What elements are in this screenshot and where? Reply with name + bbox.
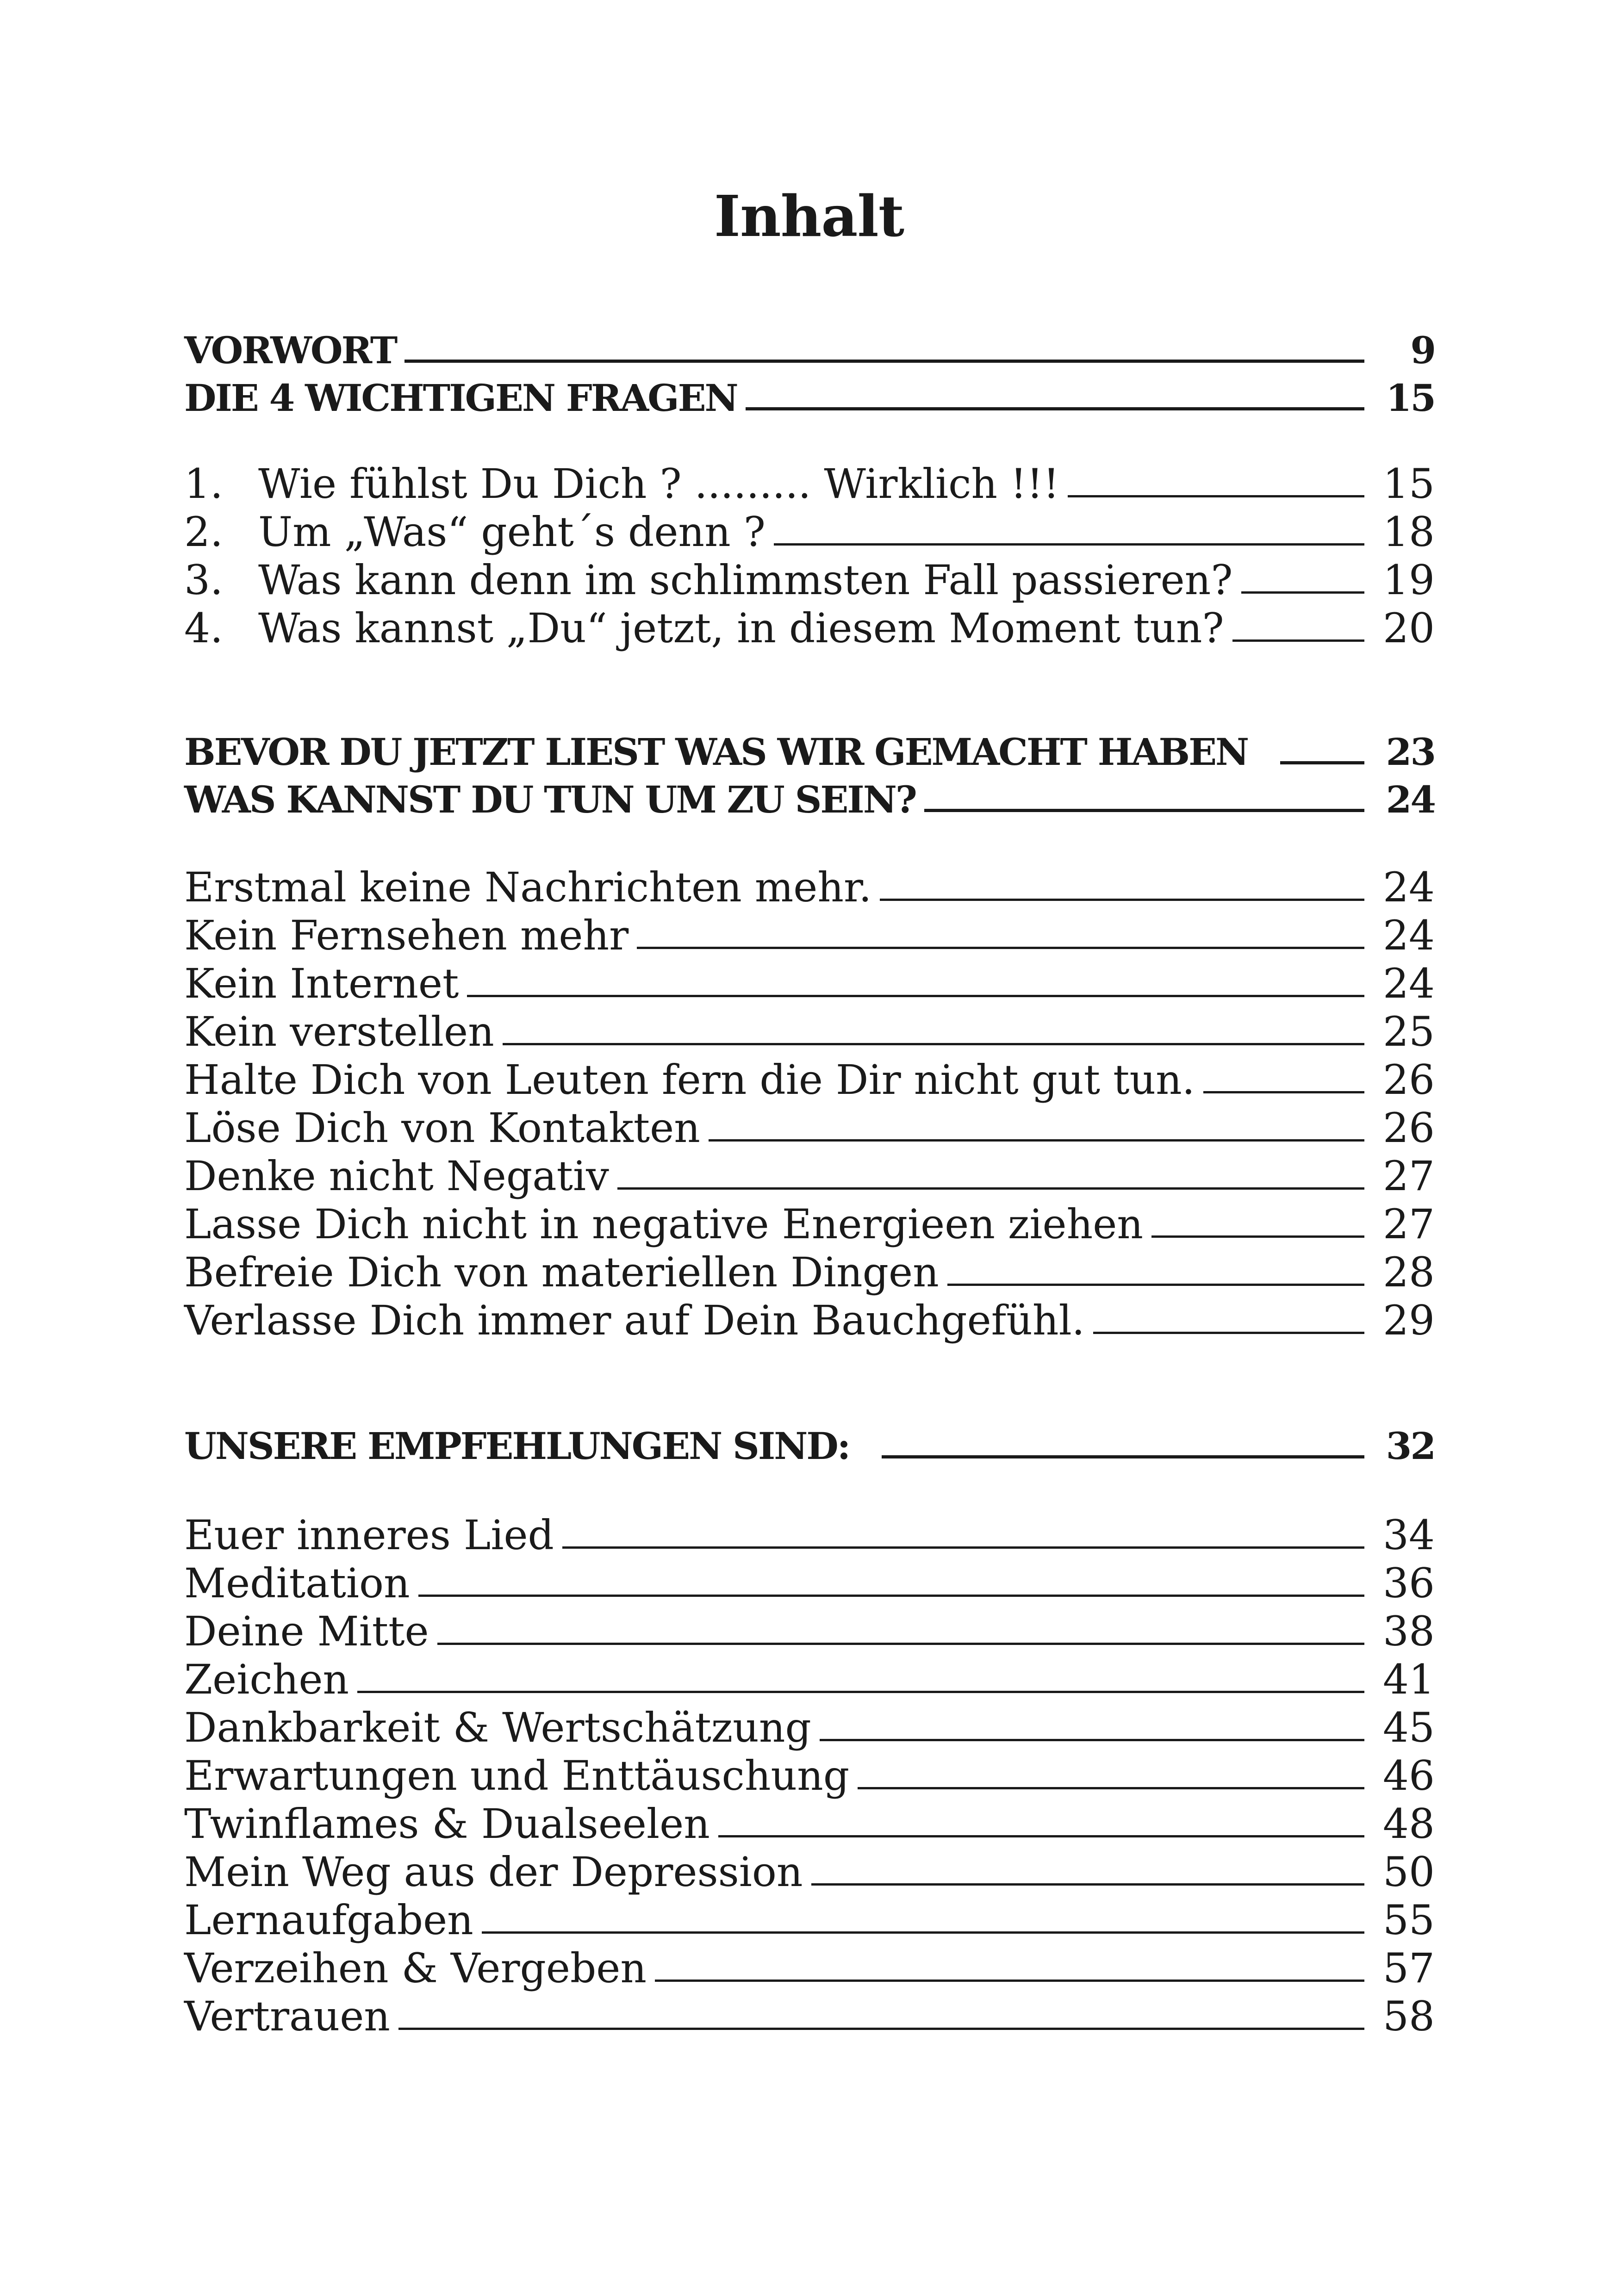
toc-page-number: 34	[1383, 1511, 1435, 1559]
toc-step-7[interactable]	[184, 1152, 1435, 1200]
toc-leader-line	[924, 809, 1364, 812]
toc-entry-label: Erwartungen und Enttäuschung	[184, 1752, 850, 1800]
toc-step-9[interactable]	[184, 1248, 1435, 1296]
toc-leader-line	[482, 1931, 1364, 1934]
toc-entry-label: Vertrauen	[184, 1992, 390, 2040]
toc-leader-line	[1280, 761, 1364, 764]
toc-recommendation-9[interactable]	[184, 1896, 1435, 1944]
toc-leader-line	[398, 2028, 1364, 2030]
toc-leader-line	[820, 1739, 1364, 1741]
toc-entry-label	[184, 460, 1059, 508]
toc-recommendation-3[interactable]	[184, 1607, 1435, 1655]
toc-entry-number: 1.	[184, 460, 223, 508]
toc-heading-vorwort[interactable]	[184, 324, 1435, 372]
toc-page-number: 20	[1383, 604, 1435, 652]
toc-leader-line	[357, 1691, 1364, 1693]
toc-leader-line	[774, 543, 1364, 546]
toc-recommendation-8[interactable]	[184, 1848, 1435, 1896]
toc-page-number: 18	[1383, 508, 1435, 556]
toc-leader-line	[467, 995, 1364, 997]
toc-entry-label: Mein Weg aus der Depression	[184, 1848, 803, 1896]
toc-step-5[interactable]	[184, 1055, 1435, 1104]
toc-entry-label: Halte Dich von Leuten fern die Dir nicht gut tun.	[184, 1056, 1195, 1104]
toc-entry-label: Dankbarkeit & Wertschätzung	[184, 1704, 811, 1751]
toc-question-3[interactable]	[184, 556, 1435, 604]
toc-step-1[interactable]	[184, 863, 1435, 911]
toc-page-number: 24	[1383, 960, 1435, 1007]
toc-recommendation-7[interactable]	[184, 1800, 1435, 1848]
toc-entry-text: Was kannst „Du“ jetzt, in diesem Moment tun?	[258, 604, 1224, 652]
toc-entry-label: Deine Mitte	[184, 1607, 429, 1655]
toc-page-number: 41	[1383, 1656, 1435, 1703]
toc-page-number: 38	[1383, 1607, 1435, 1655]
toc-page-number: 26	[1383, 1056, 1435, 1104]
toc-leader-line	[709, 1139, 1364, 1142]
toc-entry-label: Lasse Dich nicht in negative Energieen ziehen	[184, 1200, 1143, 1248]
toc-leader-line	[1203, 1091, 1364, 1093]
toc-page-number: 15	[1383, 460, 1435, 508]
toc-recommendation-10[interactable]	[184, 1944, 1435, 1992]
toc-entry-text: Um „Was“ geht´s denn ?	[258, 508, 765, 556]
toc-page-number: 9	[1410, 329, 1435, 372]
toc-recommendation-5[interactable]	[184, 1703, 1435, 1751]
toc-page-number: 23	[1386, 730, 1435, 774]
toc-page-number: 45	[1383, 1704, 1435, 1751]
toc-leader-line	[947, 1284, 1364, 1286]
toc-page-number: 19	[1383, 556, 1435, 604]
toc-page-number: 55	[1383, 1896, 1435, 1944]
toc-leader-line	[1068, 495, 1364, 497]
toc-entry-label	[184, 508, 765, 556]
toc-page-number: 57	[1383, 1944, 1435, 1992]
toc-page-number: 50	[1383, 1848, 1435, 1896]
toc-heading-was-kannst-du-tun[interactable]	[184, 773, 1435, 821]
toc-heading-label: BEVOR DU JETZT LIEST WAS WIR GEMACHT HABEN	[184, 730, 1248, 774]
toc-recommendation-4[interactable]	[184, 1655, 1435, 1703]
toc-leader-line	[880, 899, 1364, 901]
toc-page-number: 24	[1386, 778, 1435, 821]
toc-step-8[interactable]	[184, 1200, 1435, 1248]
toc-entry-number: 2.	[184, 508, 223, 556]
toc-leader-line	[404, 360, 1364, 363]
toc-leader-line	[718, 1835, 1364, 1837]
toc-page-number: 15	[1386, 376, 1435, 420]
toc-step-4[interactable]	[184, 1007, 1435, 1055]
toc-entry-label: Denke nicht Negativ	[184, 1152, 609, 1200]
toc-recommendation-2[interactable]	[184, 1559, 1435, 1607]
toc-entry-label: Befreie Dich von materiellen Dingen	[184, 1248, 939, 1296]
toc-heading-die-4-wichtigen-fragen[interactable]	[184, 372, 1435, 420]
toc-entry-label	[184, 604, 1224, 652]
toc-page-number: 46	[1383, 1752, 1435, 1800]
toc-page-number: 26	[1383, 1104, 1435, 1152]
toc-page-number: 25	[1383, 1008, 1435, 1055]
toc-entry-label: Zeichen	[184, 1656, 349, 1703]
toc-entry-label: Verzeihen & Vergeben	[184, 1944, 647, 1992]
toc-recommendation-11[interactable]	[184, 1992, 1435, 2040]
toc-question-4[interactable]	[184, 604, 1435, 652]
toc-entry-number: 4.	[184, 604, 223, 652]
toc-page-number: 27	[1383, 1200, 1435, 1248]
toc-page-number: 28	[1383, 1248, 1435, 1296]
toc-leader-line	[858, 1787, 1364, 1789]
toc-leader-line	[617, 1187, 1364, 1190]
toc-page-number: 24	[1383, 863, 1435, 911]
toc-heading-label: WAS KANNST DU TUN UM ZU SEIN?	[184, 778, 916, 821]
toc-leader-line	[811, 1883, 1364, 1886]
toc-leader-line	[882, 1455, 1364, 1458]
toc-entry-label: Kein Fernsehen mehr	[184, 912, 629, 959]
toc-leader-line	[1093, 1332, 1364, 1334]
toc-page-number: 48	[1383, 1800, 1435, 1848]
toc-entry-label: Verlasse Dich immer auf Dein Bauchgefühl.	[184, 1297, 1085, 1344]
toc-leader-line	[418, 1595, 1364, 1597]
toc-entry-label: Meditation	[184, 1559, 410, 1607]
toc-leader-line	[503, 1043, 1364, 1045]
toc-entry-label: Kein verstellen	[184, 1008, 494, 1055]
toc-heading-label: DIE 4 WICHTIGEN FRAGEN	[184, 376, 737, 420]
toc-page-number: 29	[1383, 1297, 1435, 1344]
toc-recommendation-6[interactable]	[184, 1751, 1435, 1800]
toc-leader-line	[1151, 1235, 1364, 1238]
toc-heading-label: VORWORT	[184, 329, 397, 372]
toc-page-number: 32	[1386, 1424, 1435, 1468]
toc-entry-text: Wie fühlst Du Dich ? ......... Wirklich !!!	[258, 460, 1060, 508]
toc-leader-line	[637, 947, 1364, 949]
toc-page-number: 58	[1383, 1992, 1435, 2040]
toc-question-2[interactable]	[184, 508, 1435, 556]
page-title: Inhalt	[714, 183, 904, 249]
toc-step-10[interactable]	[184, 1296, 1435, 1344]
toc-leader-line	[437, 1643, 1364, 1645]
toc-entry-text: Was kann denn im schlimmsten Fall passieren?	[258, 556, 1233, 604]
toc-entry-number: 3.	[184, 556, 223, 604]
toc-leader-line	[746, 407, 1364, 410]
toc-step-2[interactable]	[184, 911, 1435, 959]
toc-leader-line	[655, 1980, 1364, 1982]
toc-page-number: 27	[1383, 1152, 1435, 1200]
toc-leader-line	[562, 1546, 1364, 1549]
toc-page-number: 24	[1383, 912, 1435, 959]
toc-entry-label: Erstmal keine Nachrichten mehr.	[184, 863, 872, 911]
toc-entry-label: Lernaufgaben	[184, 1896, 473, 1944]
toc-leader-line	[1232, 639, 1364, 642]
toc-heading-bevor-du-jetzt-liest[interactable]	[184, 726, 1435, 774]
toc-leader-line	[1241, 591, 1364, 594]
toc-entry-label	[184, 556, 1233, 604]
toc-entry-label: Twinflames & Dualseelen	[184, 1800, 710, 1848]
toc-entry-label: Euer inneres Lied	[184, 1511, 554, 1559]
toc-step-3[interactable]	[184, 959, 1435, 1007]
toc-recommendation-1[interactable]	[184, 1511, 1435, 1559]
toc-entry-label: Kein Internet	[184, 960, 459, 1007]
toc-entry-label: Löse Dich von Kontakten	[184, 1104, 700, 1152]
toc-question-1[interactable]	[184, 459, 1435, 508]
toc-step-6[interactable]	[184, 1104, 1435, 1152]
toc-page-number: 36	[1383, 1559, 1435, 1607]
toc-heading-unsere-empfehlungen[interactable]	[184, 1420, 1435, 1468]
toc-heading-label: UNSERE EMPFEHLUNGEN SIND:	[184, 1424, 850, 1468]
